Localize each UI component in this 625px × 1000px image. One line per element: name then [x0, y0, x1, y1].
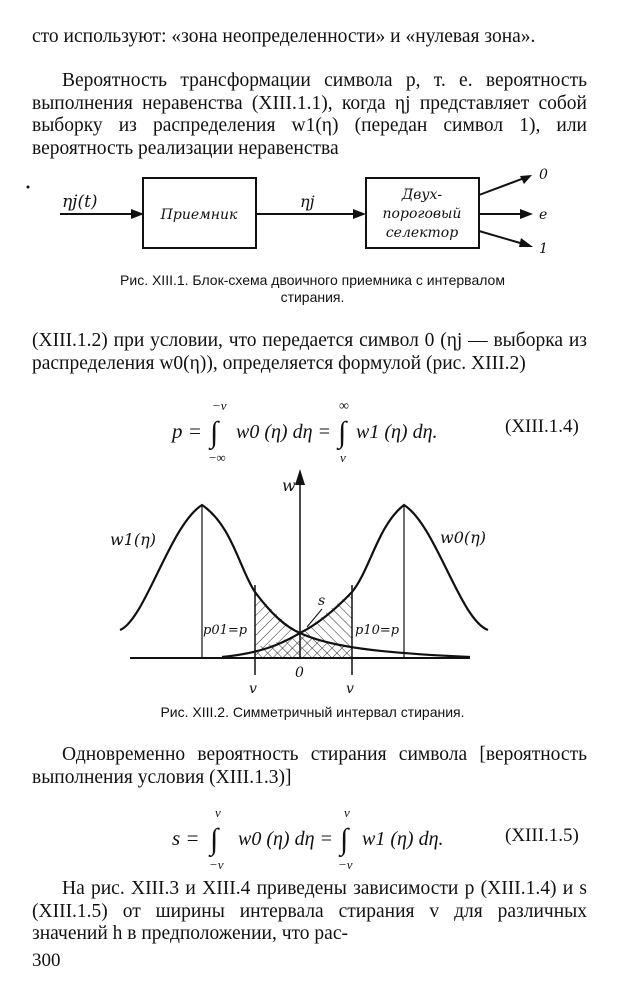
paragraph-3: (XIII.1.2) при условии, что передается символ 0 (ηj — выборка из распределения w0(η)), определяется формулой (рис. XIII.2): [32, 330, 587, 374]
speck-dot: [27, 186, 30, 189]
eq2-number: (XIII.1.5): [505, 825, 579, 846]
s-label: s: [318, 593, 326, 609]
input-signal-label: ηj(t): [62, 192, 98, 212]
paragraph-2: Вероятность трансформации символа p, т. е. вероятность выполнения неравенства (XIII.1.1), когда ηj представляет собой выборку из распределения w1(η) (передан символ 1), или вероятность реализации неравенства: [32, 70, 587, 159]
selector-label-line3: селектор: [385, 225, 459, 241]
eq1-integral-2: ∫: [338, 416, 347, 449]
output-bottom-label: 1: [539, 241, 548, 257]
eq2-integral-2: ∫: [340, 823, 349, 856]
erasure-interval-figure: [0, 465, 625, 705]
tick-zero: 0: [295, 665, 304, 681]
eq1-int2-body: w1 (η) dη.: [356, 421, 438, 443]
eq2-int1-body: w0 (η) dη =: [238, 828, 333, 850]
eq1-int2-lower: v: [340, 450, 346, 465]
eq2-int2-lower: −v: [338, 857, 353, 872]
figure-2-caption: Рис. XIII.2. Симметричный интервал стирания.: [160, 704, 465, 720]
page-number: 300: [32, 950, 61, 971]
tick-right-v: v: [346, 681, 354, 697]
equation-1: [0, 398, 625, 468]
eq1-int1-lower: −∞: [209, 450, 226, 465]
intermediate-signal-label: ηj: [300, 192, 315, 211]
figure-1-caption-line2: стирания.: [280, 289, 345, 305]
paragraph-4: Одновременно вероятность стирания символа [вероятность выполнения условия (XIII.1.3)]: [32, 744, 587, 788]
eq2-integral-1: ∫: [210, 823, 219, 856]
output-top-label: 0: [539, 167, 548, 183]
selector-label-line1: Двух-: [401, 187, 443, 203]
figure-1-caption: [40, 272, 585, 306]
eq1-int1-upper: −v: [212, 398, 227, 413]
tick-left-v: v: [249, 681, 257, 697]
curve-w1-label: w1(η): [110, 530, 156, 549]
eq2-int2-upper: v: [344, 805, 350, 820]
output-mid-label: e: [539, 207, 548, 223]
axis-w-label: w: [282, 476, 296, 495]
p10-label: p10=p: [355, 623, 400, 638]
eq1-lhs: p =: [172, 419, 202, 443]
eq2-lhs: s =: [172, 826, 200, 850]
curve-w0-label: w0(η): [440, 528, 486, 547]
eq1-int2-upper: ∞: [339, 399, 349, 414]
paragraph-1: сто используют: «зона неопределенности» и «нулевая зона».: [32, 26, 536, 47]
selector-label-line2: пороговый: [382, 206, 462, 222]
eq1-number: (XIII.1.4): [505, 416, 579, 437]
eq2-int1-upper: v: [215, 805, 221, 820]
receiver-label: Приемник: [160, 207, 238, 223]
block-diagram: [0, 165, 625, 275]
eq1-int1-body: w0 (η) dη =: [236, 421, 331, 443]
p01-label: p01=p: [203, 623, 248, 638]
eq2-int2-body: w1 (η) dη.: [362, 828, 444, 850]
equation-2: [0, 805, 625, 875]
figure-1-caption-line1: Рис. XIII.1. Блок-схема двоичного приемника с интервалом: [120, 272, 505, 288]
eq2-int1-lower: −v: [209, 857, 224, 872]
paragraph-5: На рис. XIII.3 и XIII.4 приведены зависимости p (XIII.1.4) и s (XIII.1.5) от ширины интервала стирания v для различных значений h в предположении, что рас-: [32, 878, 587, 944]
w-axis-arrow: [295, 469, 305, 485]
eq1-integral-1: ∫: [210, 416, 219, 449]
